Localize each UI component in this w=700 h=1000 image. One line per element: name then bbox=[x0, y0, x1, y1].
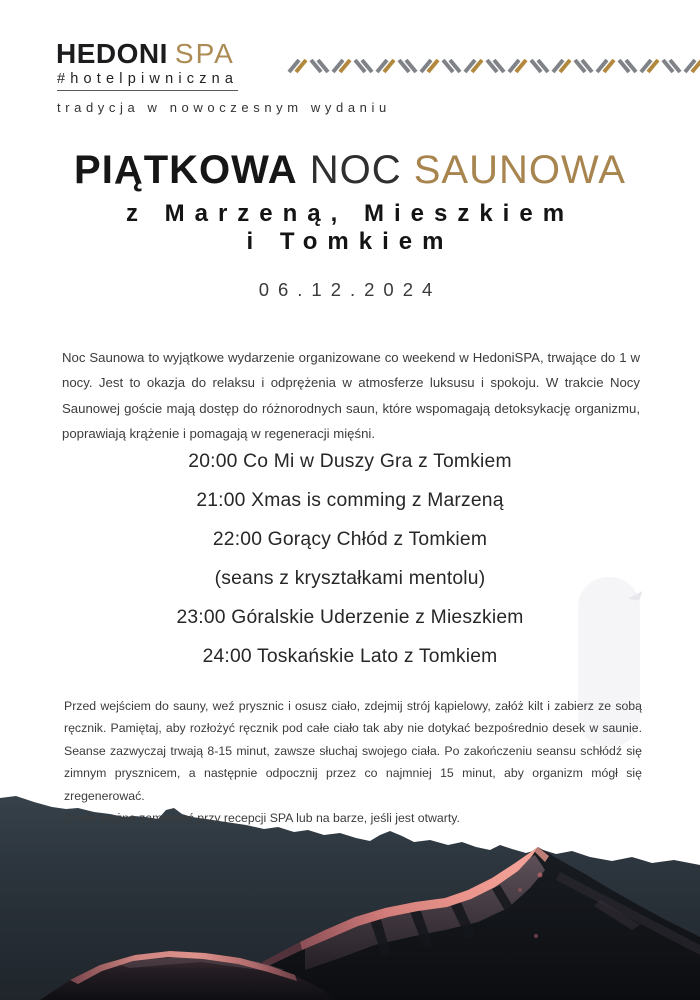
event-date: 06.12.2024 bbox=[258, 279, 442, 300]
event-title-bold: PIĄTKOWA bbox=[74, 148, 298, 192]
event-title-accent: SAUNOWA bbox=[413, 148, 626, 192]
event-subtitle-line2: i Tomkiem bbox=[246, 228, 454, 255]
brand-name-accent: SPA bbox=[174, 38, 235, 69]
schedule-item: 24:00 Toskańskie Lato z Tomkiem bbox=[202, 646, 498, 667]
brand-logo bbox=[56, 38, 235, 70]
schedule-item: 21:00 Xmas is comming z Marzeną bbox=[196, 490, 504, 511]
event-subtitle-line1: z Marzeną, Mieszkiem bbox=[125, 200, 575, 227]
schedule-item: 23:00 Góralskie Uderzenie z Mieszkiem bbox=[176, 607, 524, 628]
event-title-light: NOC bbox=[309, 148, 402, 192]
chevron-pattern-decoration bbox=[287, 58, 700, 76]
schedule-item: (seans z kryształkami mentolu) bbox=[214, 568, 486, 589]
schedule-item: 22:00 Gorący Chłód z Tomkiem bbox=[212, 529, 488, 550]
rules-section bbox=[64, 695, 642, 829]
intro-paragraph: Noc Saunowa to wyjątkowe wydarzenie organizowane co weekend w HedoniSPA, trwające do 1 w nocy. Jest to okazja do relaksu i odprężenia w atmosferze luksusu i spokoju. W trakcie Nocy Saunowej goście mają dostęp do różnorodnych saun, które wspomagają detoksykację organizmu, poprawiają krążenie i pomagają w regeneracji mięśni. bbox=[62, 350, 640, 441]
schedule-item: 20:00 Co Mi w Duszy Gra z Tomkiem bbox=[188, 451, 512, 472]
event-title bbox=[0, 148, 700, 193]
rules-paragraph: Przed wejściem do sauny, weź prysznic i osusz ciało, zdejmij strój kąpielowy, załóż kilt i zabierz ze sobą ręcznik. Pamiętaj, aby rozłożyć ręcznik pod całe ciało tak aby nie dotykać bezpośrednio desek w saunie. Seanse zazwyczaj trwają 8-15 minut, zawsze słuchaj swojego ciała. Po zakończeniu seansu schłódź się zimnym prysznicem, a następnie odpocznij przez co najmniej 15 minut, aby organizm mógł się zregenerować. bbox=[64, 699, 642, 803]
brand-name: HEDONI bbox=[56, 38, 168, 69]
brand-hashtag: #hotelpiwniczna bbox=[57, 71, 238, 91]
brand-tagline: tradycja w nowoczesnym wydaniu bbox=[57, 100, 391, 115]
drinks-note: Drinki można zamawiać przy recepcji SPA lub na barze, jeśli jest otwarty. bbox=[64, 811, 460, 826]
